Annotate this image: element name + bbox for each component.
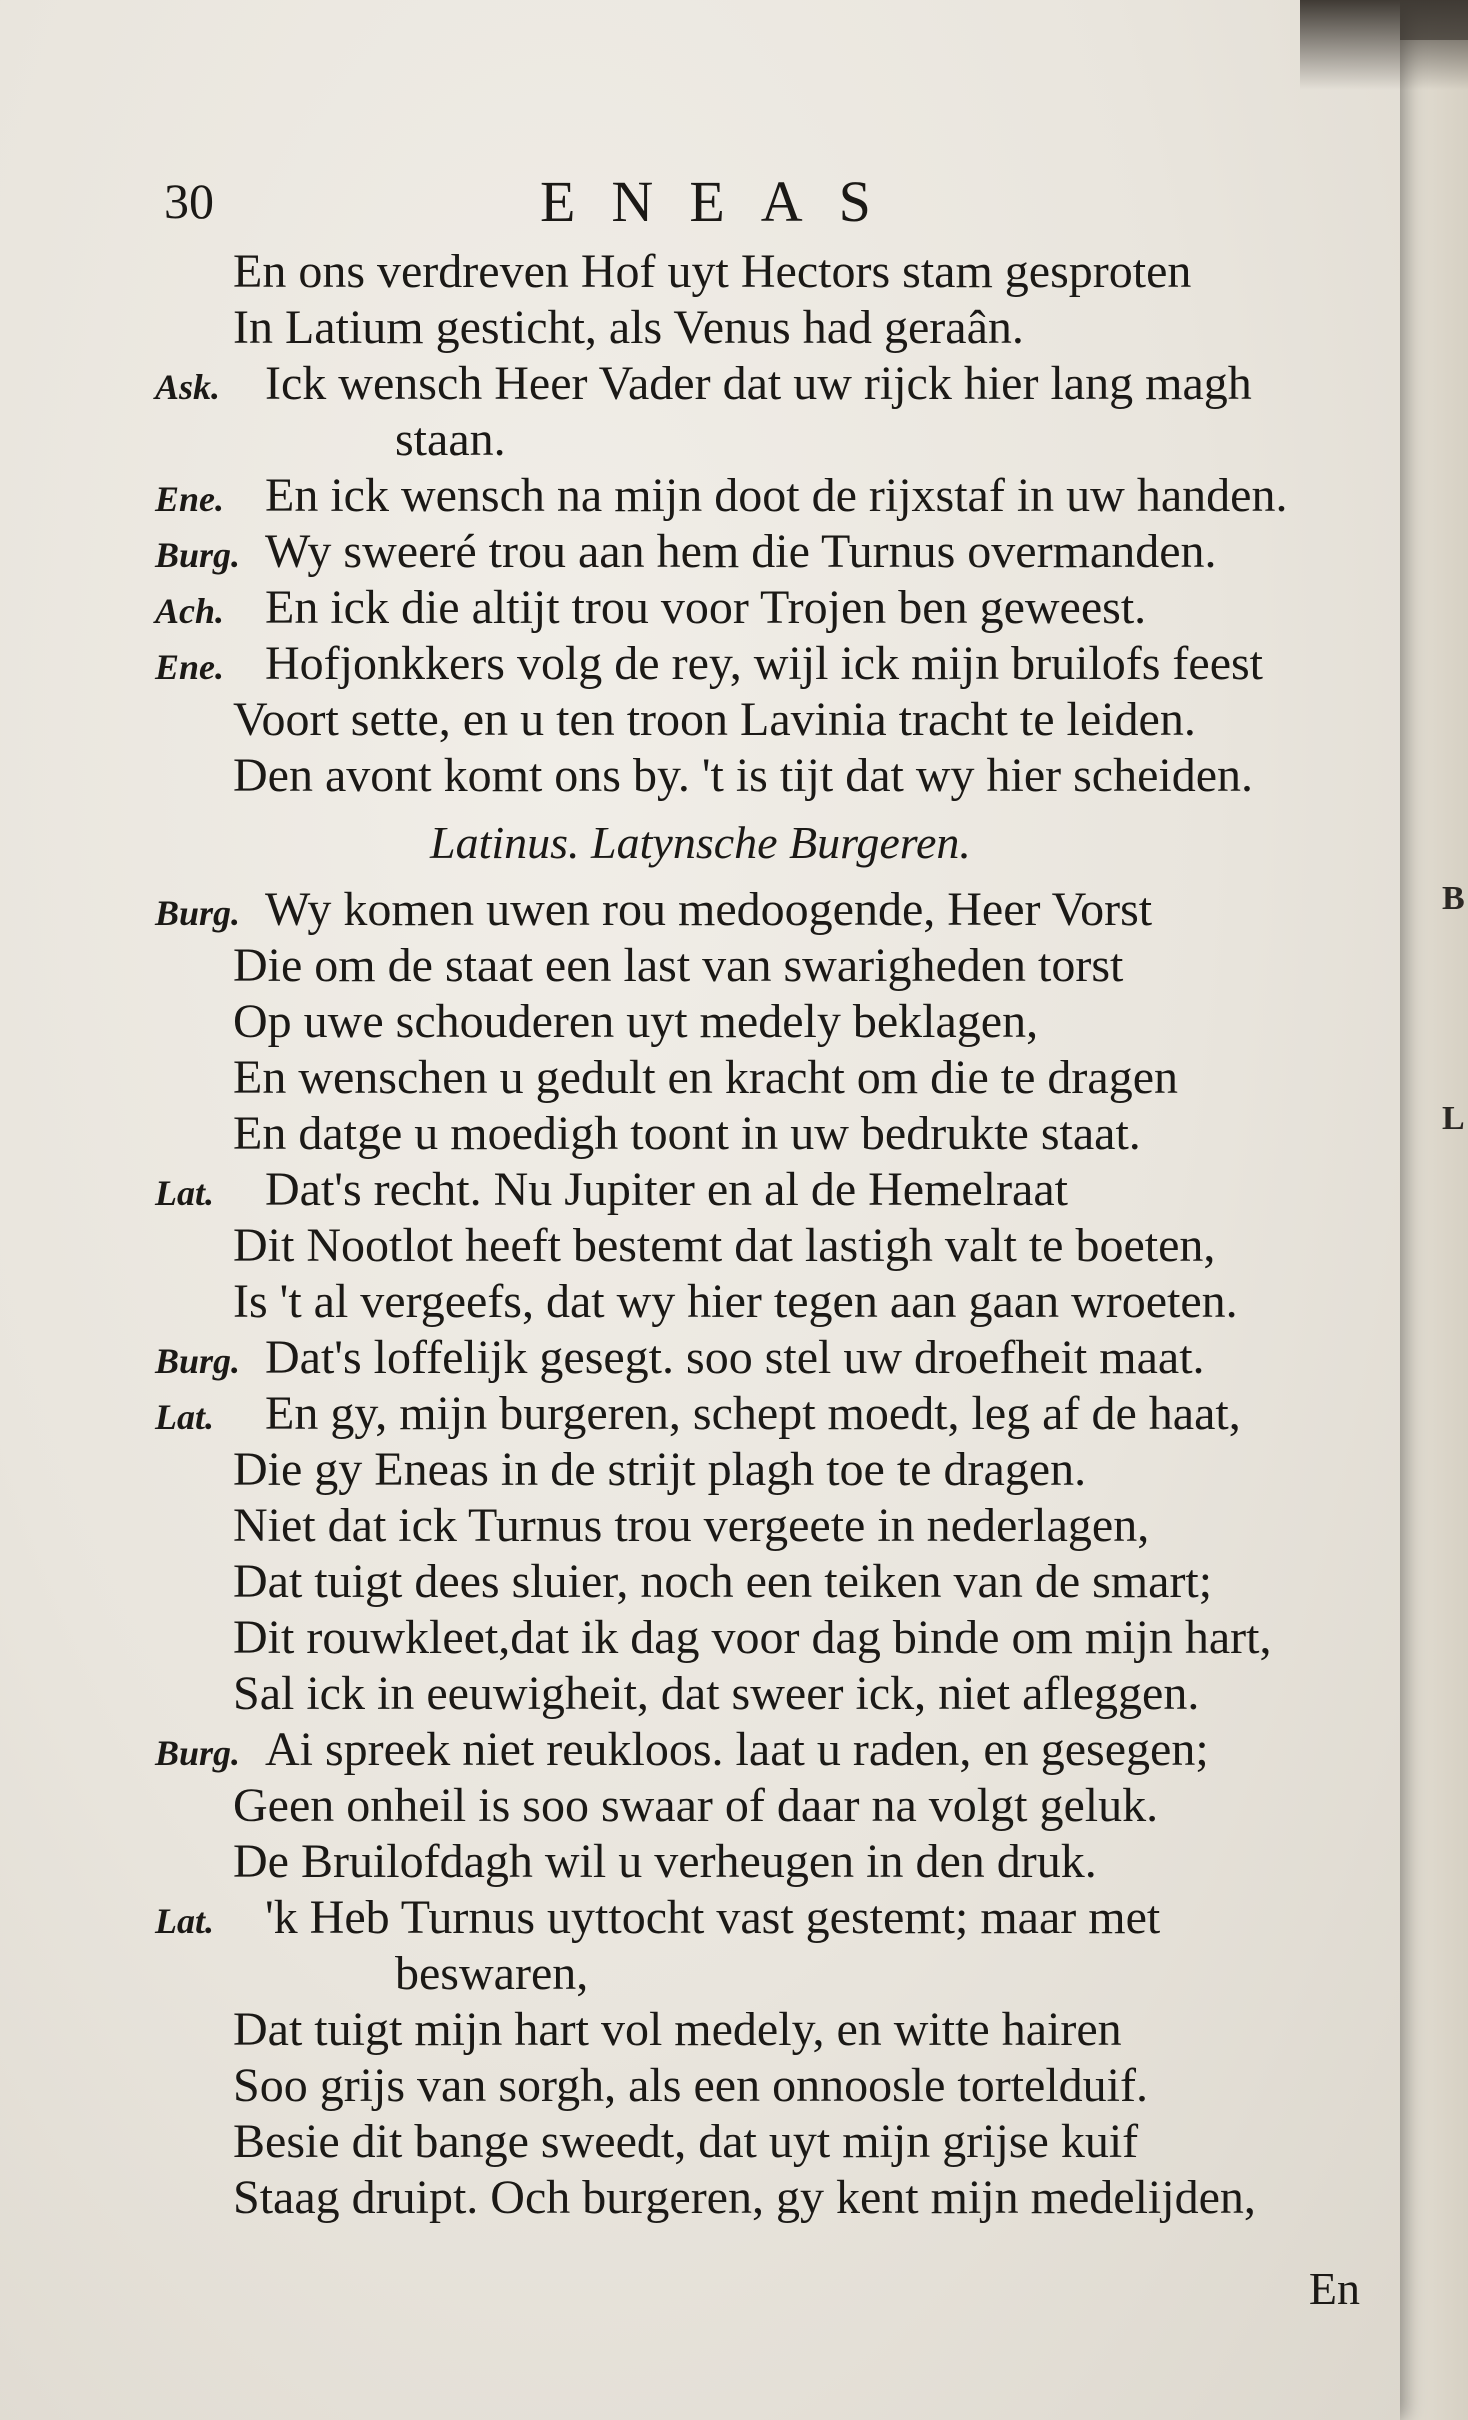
verse-text: Den avont komt ons by. 't is tijt dat wy hier scheiden.: [233, 749, 1254, 802]
verse-line: [155, 2002, 1385, 2058]
verse-text: En gy, mijn burgeren, schept moedt, leg af de haat,: [265, 1387, 1241, 1440]
verse-text: Sal ick in eeuwigheit, dat sweer ick, niet afleggen.: [233, 1667, 1200, 1720]
verse-line: [155, 1050, 1385, 1106]
verse-text: Hofjonkkers volg de rey, wijl ick mijn bruilofs feest: [265, 637, 1264, 690]
verse-text: De Bruilofdagh wil u verheugen in den druk.: [233, 1835, 1097, 1888]
verse-line: [155, 1778, 1385, 1834]
speaker-label: Ene.: [155, 479, 225, 519]
page-shadow: [1300, 0, 1468, 90]
verse-text: Staag druipt. Och burgeren, gy kent mijn medelijden,: [233, 2171, 1256, 2224]
verse-text: En ons verdreven Hof uyt Hectors stam gesproten: [233, 245, 1192, 298]
edge-letter: B: [1442, 880, 1465, 917]
edge-letter: L: [1442, 1100, 1465, 1137]
catchword: En: [1308, 2263, 1360, 2314]
speaker-label: Burg.: [155, 1733, 241, 1773]
page-header: [150, 168, 1380, 238]
verse-line: [155, 692, 1385, 748]
verse-line: [155, 468, 1385, 524]
verse-line: [155, 1890, 1385, 1946]
verse-line: [155, 1946, 1385, 2002]
verse-line: [155, 356, 1385, 412]
verse-text: Dit Nootlot heeft bestemt dat lastigh valt te boeten,: [233, 1219, 1216, 1272]
speaker-label: Ach.: [155, 591, 225, 631]
verse-line: [155, 1834, 1385, 1890]
verse-line: [155, 1106, 1385, 1162]
speaker-label: Burg.: [155, 893, 241, 933]
verse-line: [155, 938, 1385, 994]
verse-text: En ick wensch na mijn doot de rijxstaf in uw handen.: [265, 469, 1288, 522]
verse-text: Dit rouwkleet,dat ik dag voor dag binde om mijn hart,: [233, 1611, 1272, 1664]
speaker-label: Lat.: [155, 1901, 214, 1941]
verse-line: [155, 1722, 1385, 1778]
verse-line: [155, 994, 1385, 1050]
verse-line: [155, 1666, 1385, 1722]
verse-text: En ick die altijt trou voor Trojen ben geweest.: [265, 581, 1147, 634]
verse-line: [155, 1162, 1385, 1218]
verse-text: Is 't al vergeefs, dat wy hier tegen aan gaan wroeten.: [233, 1275, 1238, 1328]
verse-line: [155, 748, 1385, 804]
verse-line: [155, 1554, 1385, 1610]
verse-line: [155, 2170, 1385, 2226]
verse-text: Voort sette, en u ten troon Lavinia tracht te leiden.: [233, 693, 1196, 746]
verse-line: [155, 1274, 1385, 1330]
verse-line: [155, 412, 1385, 468]
speaker-label: Ene.: [155, 647, 225, 687]
verse-block: [155, 244, 1385, 2226]
verse-text: Dat's recht. Nu Jupiter en al de Hemelraat: [265, 1163, 1068, 1216]
verse-text: Dat tuigt dees sluier, noch een teiken van de smart;: [233, 1555, 1213, 1608]
verse-line: [155, 300, 1385, 356]
verse-line: [155, 2114, 1385, 2170]
speaker-label: Burg.: [155, 535, 241, 575]
verse-line: [155, 882, 1385, 938]
speaker-label: Lat.: [155, 1173, 214, 1213]
verse-line: [155, 1330, 1385, 1386]
speaker-label: Lat.: [155, 1397, 214, 1437]
running-head: ENEAS: [540, 169, 907, 234]
verse-text: beswaren,: [395, 1947, 589, 2000]
verse-text: Op uwe schouderen uyt medely beklagen,: [233, 995, 1039, 1048]
verse-line: [155, 580, 1385, 636]
verse-text: Besie dit bange sweedt, dat uyt mijn grijse kuif: [233, 2115, 1139, 2168]
verse-text: En datge u moedigh toont in uw bedrukte staat.: [233, 1107, 1141, 1160]
scene-heading: Latinus. Latynsche Burgeren.: [430, 817, 971, 868]
verse-text: Dat's loffelijk gesegt. soo stel uw droefheit maat.: [265, 1331, 1205, 1384]
verse-text: Ai spreek niet reukloos. laat u raden, en gesegen;: [265, 1723, 1209, 1776]
verse-text: Wy sweeré trou aan hem die Turnus overmanden.: [265, 525, 1217, 578]
verse-text: In Latium gesticht, als Venus had geraân.: [233, 301, 1024, 354]
verse-line: [155, 1498, 1385, 1554]
verse-line: [155, 2058, 1385, 2114]
verse-text: Wy komen uwen rou medoogende, Heer Vorst: [265, 883, 1153, 936]
page-number: 30: [164, 173, 214, 229]
verse-text: Dat tuigt mijn hart vol medely, en witte hairen: [233, 2003, 1122, 2056]
verse-text: Geen onheil is soo swaar of daar na volgt geluk.: [233, 1779, 1159, 1832]
verse-line: [155, 1610, 1385, 1666]
verse-line: [155, 1442, 1385, 1498]
verse-text: Niet dat ick Turnus trou vergeete in nederlagen,: [233, 1499, 1150, 1552]
verse-line: [155, 1386, 1385, 1442]
verse-text: 'k Heb Turnus uyttocht vast gestemt; maar met: [265, 1891, 1161, 1944]
verse-line: [155, 524, 1385, 580]
verse-text: staan.: [395, 413, 506, 466]
verse-text: Ick wensch Heer Vader dat uw rijck hier lang magh: [265, 357, 1252, 410]
verse-text: Soo grijs van sorgh, als een onnoosle tortelduif.: [233, 2059, 1148, 2112]
verse-line: [155, 244, 1385, 300]
verse-text: Die om de staat een last van swarigheden torst: [233, 939, 1124, 992]
verse-line: [155, 636, 1385, 692]
verse-line: [155, 1218, 1385, 1274]
verse-text: Die gy Eneas in de strijt plagh toe te dragen.: [233, 1443, 1087, 1496]
speaker-label: Burg.: [155, 1341, 241, 1381]
verse-text: En wenschen u gedult en kracht om die te dragen: [233, 1051, 1178, 1104]
speaker-label: Ask.: [155, 367, 221, 407]
